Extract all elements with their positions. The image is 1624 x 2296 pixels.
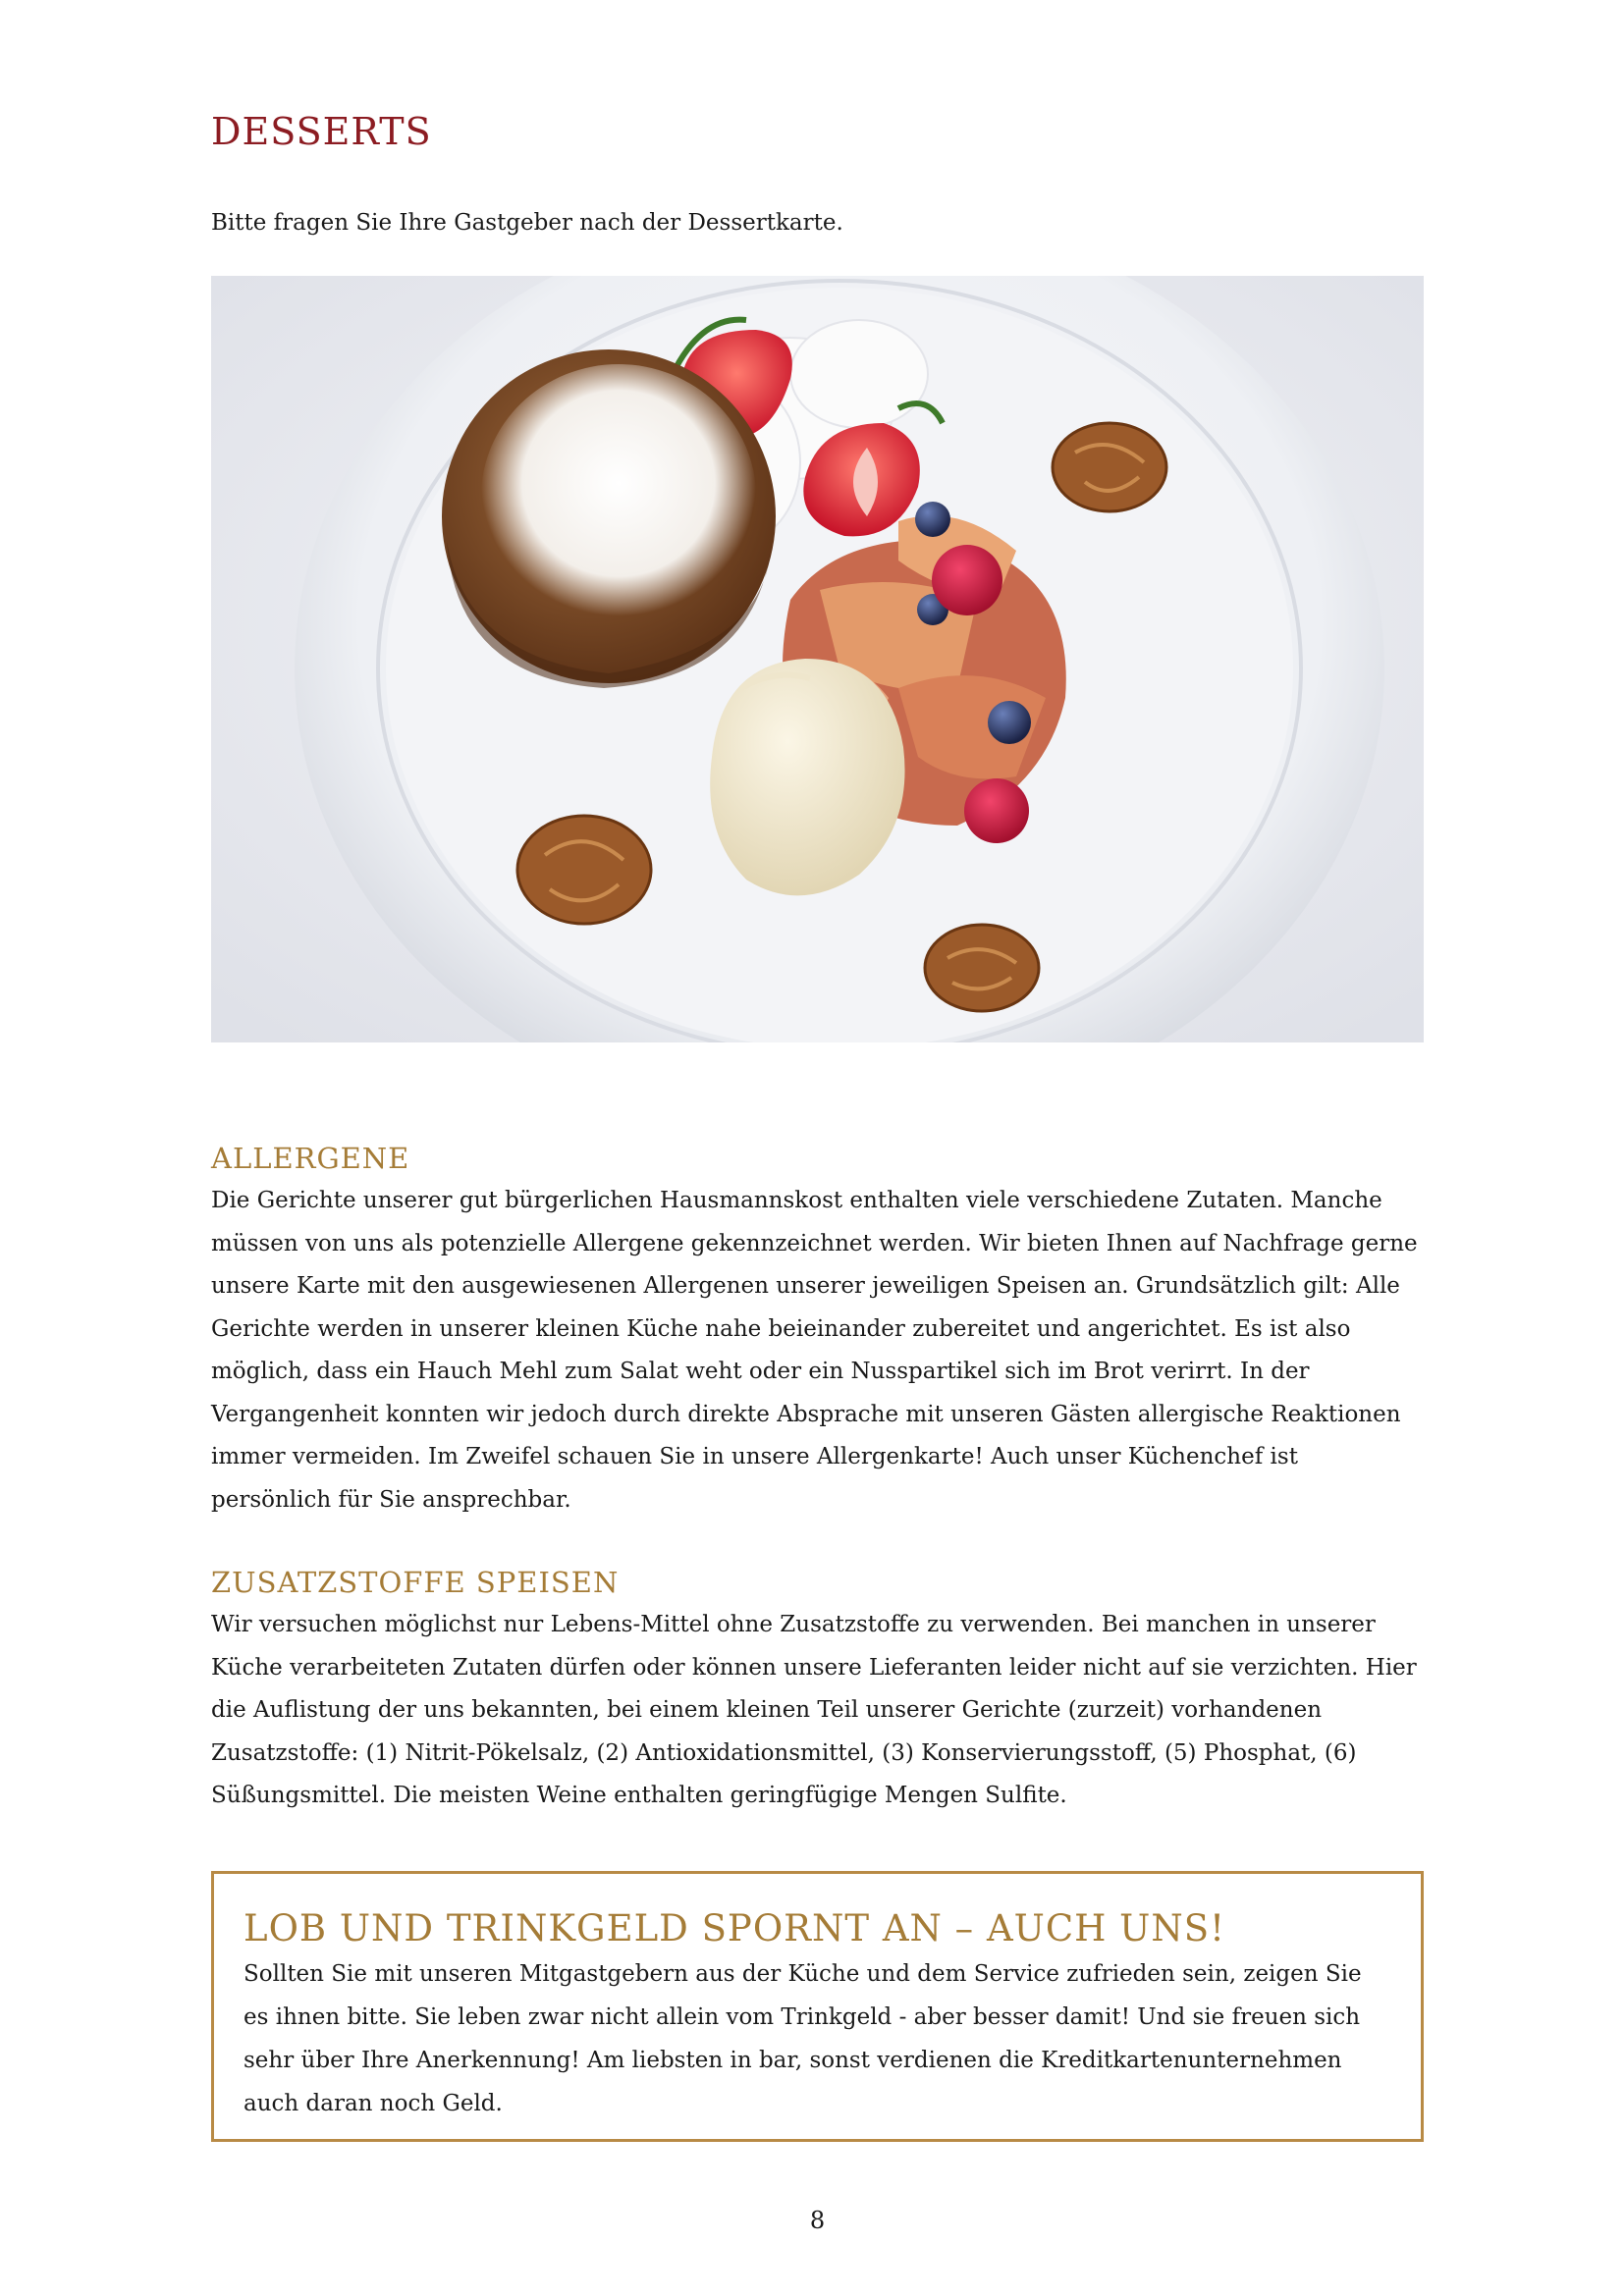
- dessert-plate-illustration: [211, 276, 1424, 1042]
- page-number: 8: [809, 2207, 826, 2234]
- dessert-photo: [211, 276, 1424, 1042]
- zusatzstoffe-text: Wir versuchen möglichst nur Lebens-Mittel ohne Zusatzstoffe zu verwenden. Bei manchen in unserer Küche verarbeiteten Zutaten dürfen oder können unsere Lieferanten leider nicht auf sie verzichten. Hier die Auflistung der uns bekannten, bei einem kleinen Teil unserer Gerichte (zurzeit) vorhandenen Zusatzstoffe: (1) Nitrit-Pökelsalz, (2) Antioxidationsmittel, (3) Konservierungsstoff, (5) Phosphat, (6) Süßungsmittel. Die meisten Weine enthalten geringfügige Mengen Sulfite.: [211, 1612, 1417, 1808]
- trinkgeld-box: [211, 1871, 1424, 2142]
- zusatzstoffe-heading: ZUSATZSTOFFE SPEISEN: [211, 1566, 620, 1599]
- trinkgeld-text: Sollten Sie mit unseren Mitgastgebern aus der Küche und dem Service zufrieden sein, zeigen Sie es ihnen bitte. Sie leben zwar nicht allein vom Trinkgeld - aber besser damit! Und sie freuen sich sehr über Ihre Anerkennung! Am liebsten in bar, sonst verdienen die Kreditkartenunternehmen auch daran noch Geld.: [244, 1961, 1362, 2116]
- trinkgeld-heading: LOB UND TRINKGELD SPORNT AN – AUCH UNS!: [244, 1907, 1225, 1949]
- desserts-intro: Bitte fragen Sie Ihre Gastgeber nach der Dessertkarte.: [211, 210, 843, 236]
- allergene-heading: ALLERGENE: [211, 1142, 410, 1175]
- allergene-section: [211, 1137, 1424, 1522]
- allergene-text: Die Gerichte unserer gut bürgerlichen Hausmannskost enthalten viele verschiedene Zutaten. Manche müssen von uns als potenzielle Allergene gekennzeichnet werden. Wir bieten Ihnen auf Nachfrage gerne unsere Karte mit den ausgewiesenen Allergenen unserer jeweiligen Speisen an. Grundsätzlich gilt: Alle Gerichte werden in unserer kleinen Küche nahe beieinander zubereitet und angerichtet. Es ist also möglich, dass ein Hauch Mehl zum Salat weht oder ein Nusspartikel sich im Brot verirrt. In der Vergangenheit konnten wir jedoch durch direkte Absprache mit unseren Gästen allergische Reaktionen immer vermeiden. Im Zweifel schauen Sie in unsere Allergenkarte! Auch unser Küchenchef ist persönlich für Sie ansprechbar.: [211, 1188, 1418, 1513]
- page-title: DESSERTS: [211, 110, 432, 153]
- zusatzstoffe-section: [211, 1561, 1424, 1818]
